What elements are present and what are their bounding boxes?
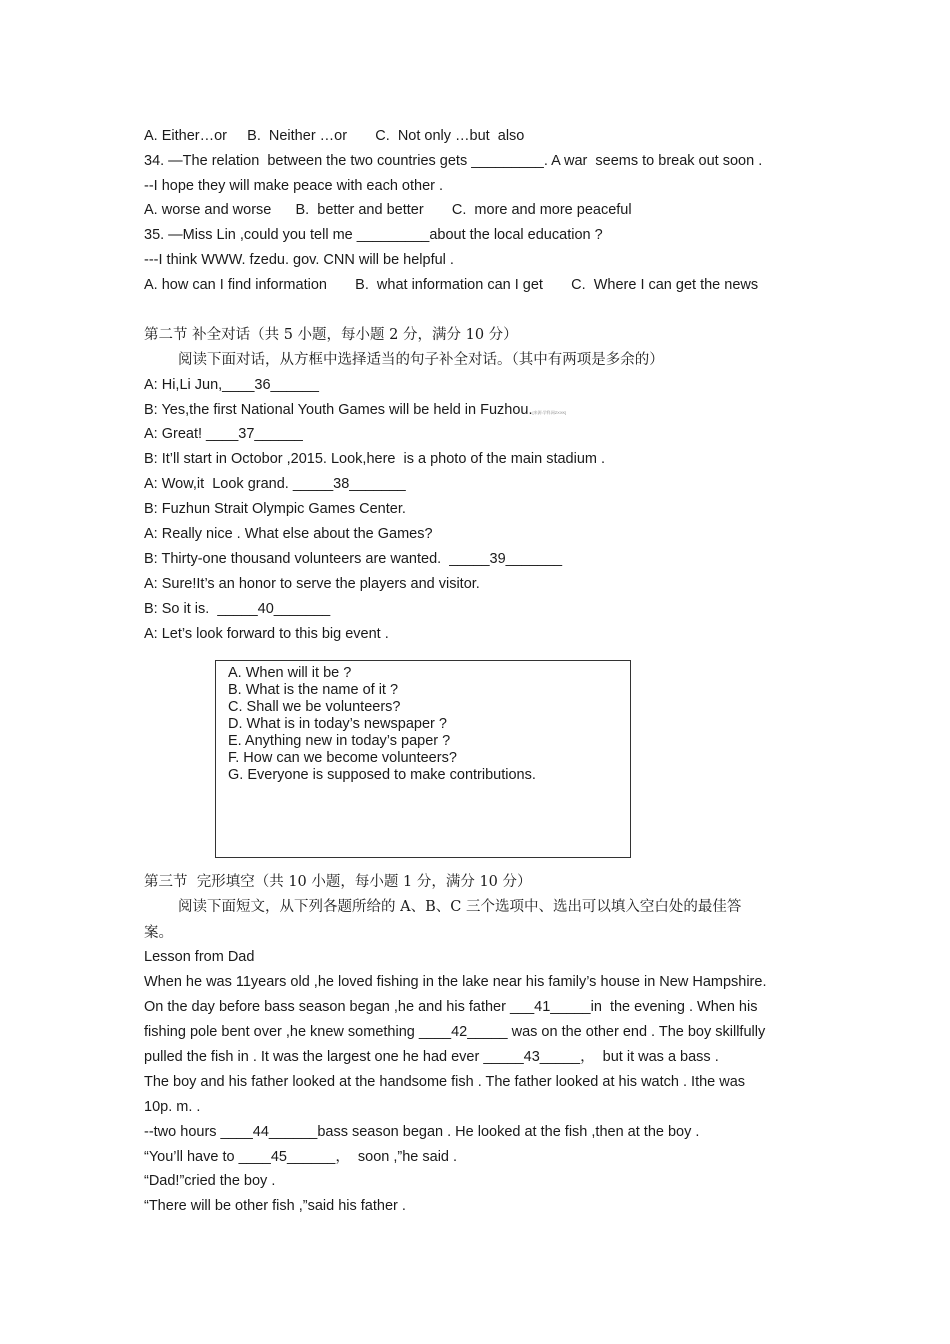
dialogue-line: B: It’ll start in Octobor ,2015. Look,here is a photo of the main stadium . <box>144 451 606 467</box>
dialogue-line: A: Great! ____37______ <box>144 426 303 442</box>
dialogue-line: A: Sure!It’s an honor to serve the players and visitor. <box>144 576 480 592</box>
box-option: C. Shall we be volunteers? <box>228 699 401 715</box>
dialogue-line: A: Hi,Li Jun,____36______ <box>144 377 319 393</box>
q34-question: 34. —The relation between the two countries gets _________. A war seems to break out soon . <box>144 153 763 169</box>
q35-options: A. how can I find information B. what information can I get C. Where I can get the news <box>144 277 759 293</box>
box-option: E. Anything new in today’s paper ? <box>228 733 451 749</box>
passage-line: fishing pole bent over ,he knew something ____42_____ was on the other end . The boy skillfully <box>144 1024 766 1040</box>
dialogue-line: B: So it is. _____40_______ <box>144 601 331 617</box>
q35-question: 35. —Miss Lin ,could you tell me _________about the local education ? <box>144 227 603 243</box>
options-box <box>215 660 631 858</box>
dialogue-line: A: Really nice . What else about the Games? <box>144 526 433 542</box>
passage-line: --two hours ____44______bass season began . He looked at the fish ,then at the boy . <box>144 1124 700 1140</box>
section2-heading: 第二节 补全对话（共 5 小题，每小题 2 分，满分 10 分） <box>144 327 518 343</box>
dialogue-line: A: Let’s look forward to this big event . <box>144 626 389 642</box>
section3-instruction-cont: 案。 <box>144 925 173 941</box>
passage-line: “There will be other fish ,”said his father . <box>144 1198 406 1214</box>
passage-title: Lesson from Dad <box>144 949 255 965</box>
section2-instruction: 阅读下面对话，从方框中选择适当的句子补全对话。（其中有两项是多余的） <box>178 352 664 368</box>
passage-line: “You’ll have to ____45______， soon ,”he said . <box>144 1149 458 1165</box>
dialogue-line: A: Wow,it Look grand. _____38_______ <box>144 476 406 492</box>
watermark: [来源:学科网ZXXK] <box>532 410 567 415</box>
passage-line: On the day before bass season began ,he and his father ___41_____in the evening . When his <box>144 999 758 1015</box>
passage-line: The boy and his father looked at the handsome fish . The father looked at his watch . Ithe was <box>144 1074 746 1090</box>
passage-line: When he was 11years old ,he loved fishing in the lake near his family’s house in New Hampshire. <box>144 974 767 990</box>
dialogue-text: B: Yes,the first National Youth Games will be held in Fuzhou. <box>144 402 533 418</box>
section3-heading: 第三节 完形填空（共 10 小题，每小题 1 分，满分 10 分） <box>144 874 532 890</box>
passage-line: “Dad!”cried the boy . <box>144 1173 276 1189</box>
q34-reply: --I hope they will make peace with each other . <box>144 178 444 194</box>
dialogue-line: B: Fuzhun Strait Olympic Games Center. <box>144 501 406 517</box>
dialogue-line: B: Thirty-one thousand volunteers are wanted. _____39_______ <box>144 551 563 567</box>
section3-instruction: 阅读下面短文，从下列各题所给的 A、B、C 三个选项中、选出可以填入空白处的最佳答 <box>178 899 742 915</box>
box-option: F. How can we become volunteers? <box>228 750 457 766</box>
dialogue-line <box>144 400 566 423</box>
q33-options: A. Either…or B. Neither …or C. Not only …but also <box>144 128 525 144</box>
box-option: B. What is the name of it ? <box>228 682 399 698</box>
box-option: D. What is in today’s newspaper ? <box>228 716 447 732</box>
box-option: A. When will it be ? <box>228 665 352 681</box>
box-option: G. Everyone is supposed to make contributions. <box>228 767 536 783</box>
q35-reply: ---I think WWW. fzedu. gov. CNN will be helpful . <box>144 252 454 268</box>
q34-options: A. worse and worse B. better and better C. more and more peaceful <box>144 202 632 218</box>
passage-line: 10p. m. . <box>144 1099 201 1115</box>
passage-line: pulled the fish in . It was the largest one he had ever _____43_____， but it was a bass . <box>144 1049 719 1065</box>
